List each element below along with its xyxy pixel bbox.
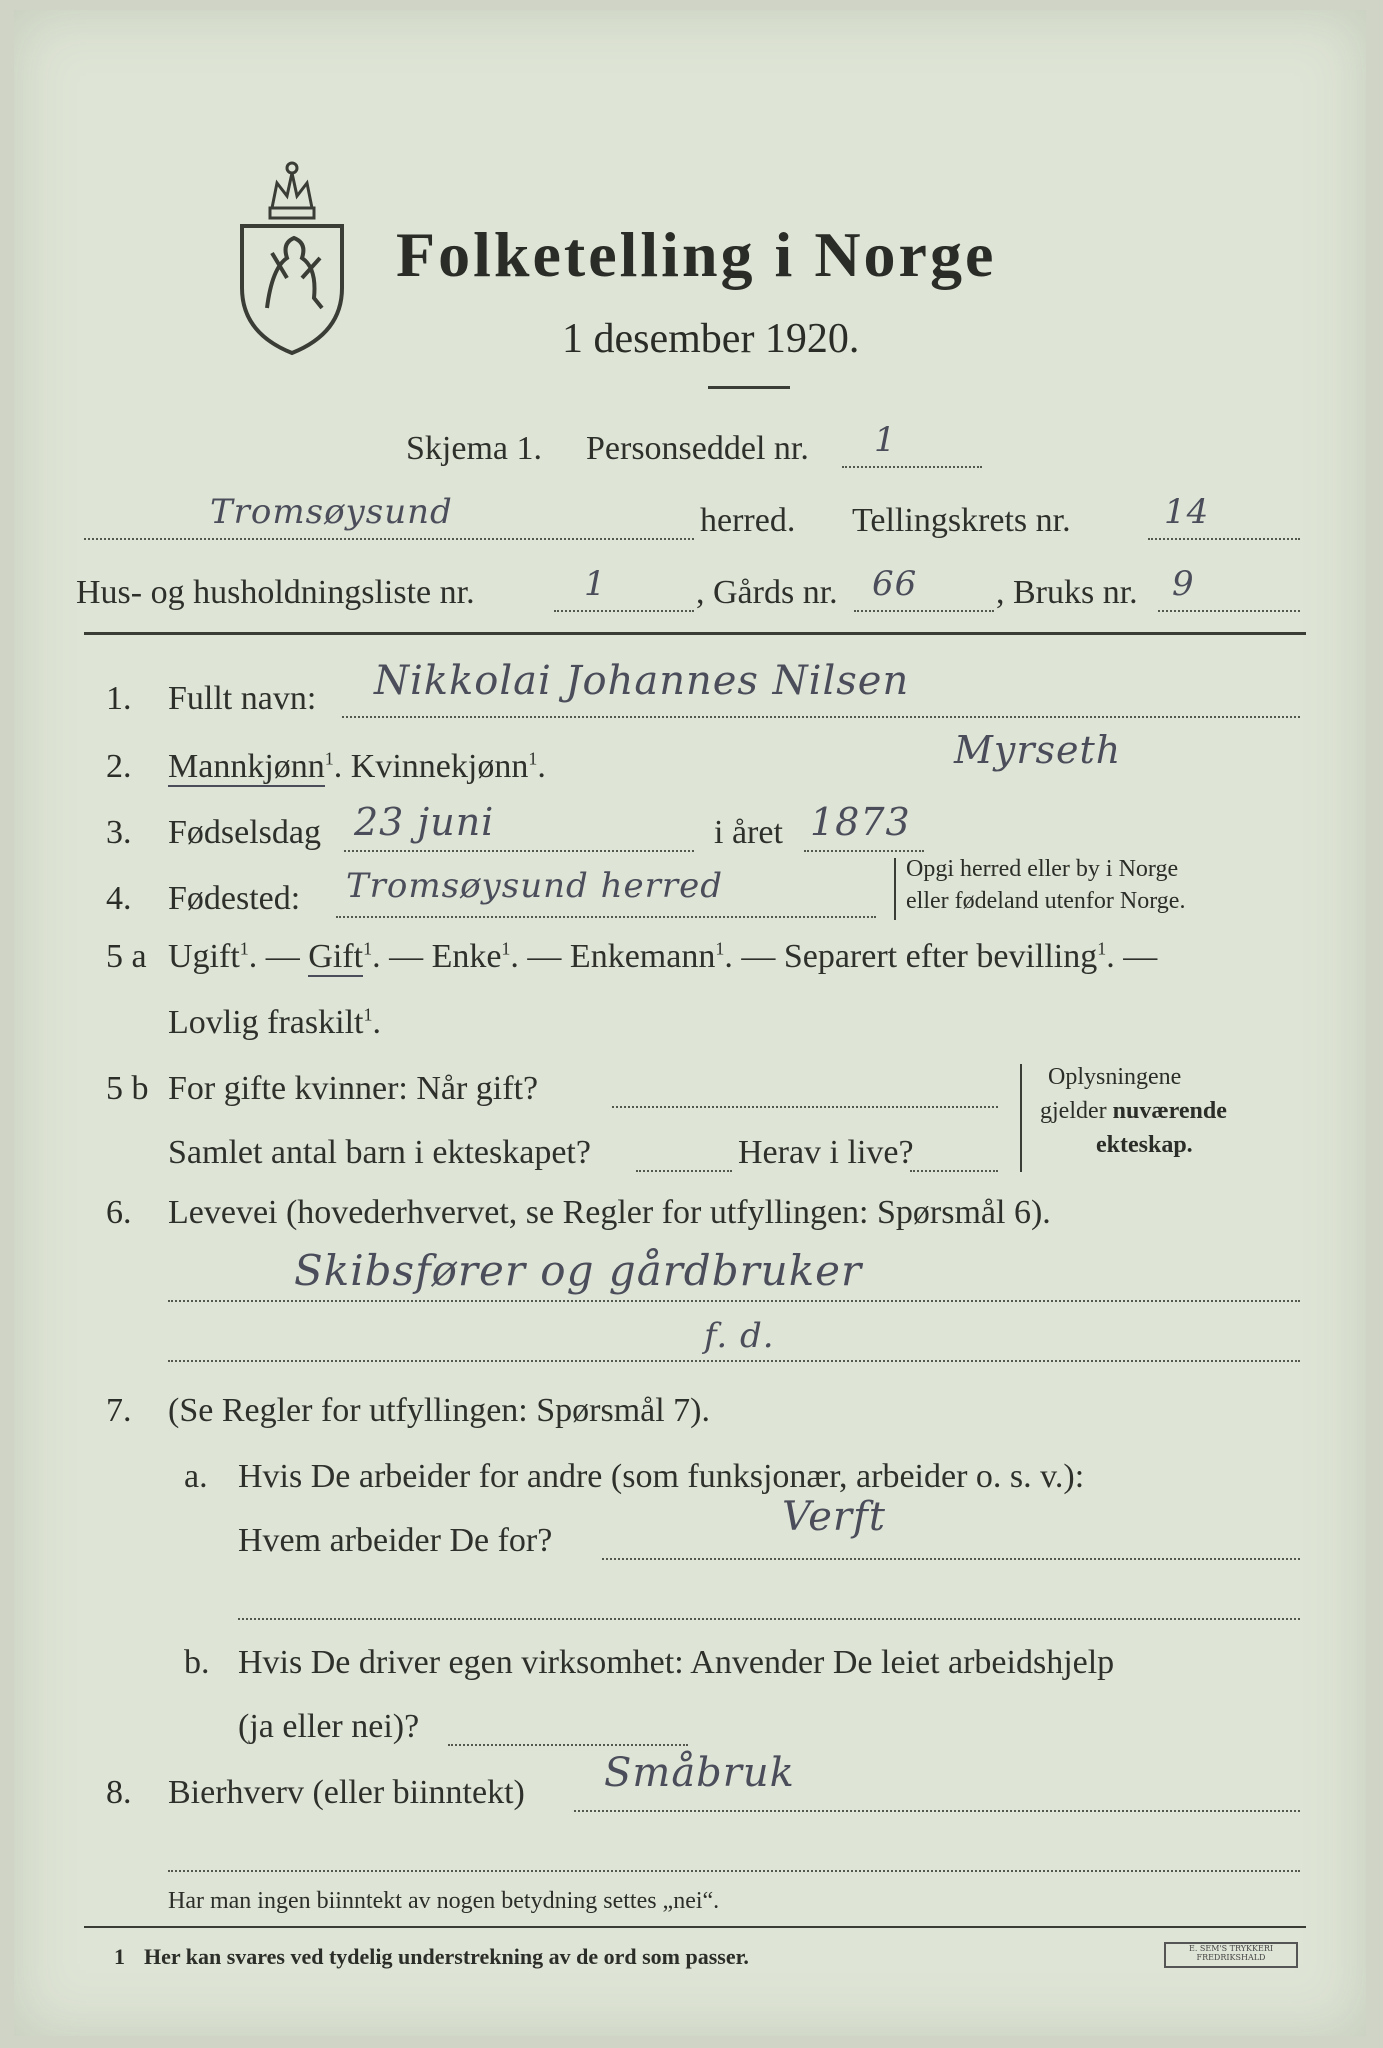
footer-divider [84, 1926, 1306, 1928]
schema-label: Skjema 1. [406, 430, 542, 467]
birth-year-value: 1873 [810, 800, 911, 844]
married-option: Gift [308, 938, 364, 975]
husholdningsliste-value: 1 [584, 564, 607, 604]
title-divider [708, 386, 790, 389]
self-employed-question-label: Hvis De driver egen virksomhet: Anvender De leiet arbeidshjelp [238, 1644, 1115, 1681]
full-name-value: Nikkolai Johannes Nilsen [374, 658, 910, 704]
female-option: Kvinnekjønn [350, 748, 529, 785]
section-divider [84, 632, 1306, 635]
tellingskrets-label: Tellingskrets nr. [852, 502, 1071, 539]
employer-label: Hvem arbeider De for? [238, 1522, 553, 1559]
bruks-label: , Bruks nr. [996, 574, 1138, 611]
occupation-value-continued: f. d. [704, 1316, 775, 1356]
norwegian-coat-of-arms-icon [232, 158, 352, 358]
occupation-label: Levevei (hovederhvervet, se Regler for utfyllingen: Spørsmål 6). [168, 1194, 1051, 1231]
birthday-label: Fødselsdag [168, 814, 321, 851]
birthplace-note-2: eller fødeland utenfor Norge. [906, 888, 1186, 914]
children-count-label: Samlet antal barn i ekteskapet? [168, 1134, 591, 1171]
census-date: 1 desember 1920. [562, 316, 860, 362]
no-income-note: Har man ingen biinntekt av nogen betydning settes „nei“. [168, 1888, 720, 1914]
census-form-page: Folketelling i Norge 1 desember 1920. Skjema 1. Personseddel nr. 1 Tromsøysund herred. Tellingskrets nr. 14 Hus- og husholdningsliste nr. 1 , Gårds nr. 66 , Bruks nr. 9 1. Fullt navn: Nikkolai Johannes Nilsen Myrseth 2. Mannkjønn$^1$. Kvinnekjønn$^1$. 3. Fødselsdag 23 juni i året 1873 4. Fødested: Tromsøysund herred Opgi herred eller by i Norge eller fødeland utenfor Norge. 5 a Ugift$^1$. — Gift$^1$. — Enke$^1$. — Enkemann$^1$. — Separert efter bevilling$^1$. — Lovlig fraskilt$^1$. 5 b For gifte kvinner: Når gift? Samlet antal barn i ekteskapet? Herav i live? Oplysningene gjelder nuværende ekteskap. 6. Levevei (hovederhvervet, se Regler for utfyllingen: Spørsmål 6). Skibsfører og gårdbruker f. d. 7. (Se Regler for utfyllingen: Spørsmål 7). a. Hvis De arbeider for andre (som funksjonær, arbeider o. s. v.): Hvem arbeider De for? Verft b. Hvis De driver egen virksomhet: Anvender De leiet arbeidshjelp (ja eller nei)? 8. Bierhverv (eller biinntekt) Småbruk Har man ingen biinntekt av nogen betydning settes „nei“. 1 Her kan svares ved tydelig understrekning av de ord som passer. E. SEM'S TRYKKERI FREDRIKSHALD [14, 10, 1366, 2036]
q7-label: (Se Regler for utfyllingen: Spørsmål 7). [168, 1392, 711, 1429]
husholdningsliste-label: Hus- og husholdningsliste nr. [76, 574, 475, 611]
birthplace-label: Fødested: [168, 880, 301, 917]
footnote-mark: 1 [114, 1944, 125, 1969]
employer-value: Verft [782, 1494, 886, 1540]
sex-options: Mannkjønn$^1$. Kvinnekjønn$^1$. [168, 748, 546, 785]
full-name-value-continued: Myrseth [954, 728, 1122, 772]
marriage-note-3: ekteskap. [1096, 1132, 1193, 1158]
tellingskrets-value: 14 [1164, 492, 1210, 532]
marriage-note-2: gjelder nuværende [1040, 1098, 1227, 1124]
birthplace-value: Tromsøysund herred [346, 866, 723, 906]
birth-year-label: i året [714, 814, 783, 851]
marriage-note-1: Oplysningene [1048, 1064, 1182, 1090]
birthplace-note-1: Opgi herred eller by i Norge [906, 856, 1179, 882]
printer-stamp: E. SEM'S TRYKKERI FREDRIKSHALD [1164, 1942, 1298, 1968]
when-married-label: For gifte kvinner: Når gift? [168, 1070, 539, 1107]
full-name-label: Fullt navn: [168, 680, 317, 717]
herred-label: herred. [700, 502, 796, 539]
form-title: Folketelling i Norge [396, 219, 997, 290]
bruks-value: 9 [1172, 564, 1195, 604]
hired-help-label: (ja eller nei)? [238, 1708, 420, 1745]
occupation-value: Skibsfører og gårdbruker [294, 1246, 863, 1295]
footnote: Her kan svares ved tydelig understrekning av de ord som passer. [144, 1944, 749, 1969]
side-income-value: Småbruk [604, 1750, 795, 1796]
divorced-option: Lovlig fraskilt$^1$. [168, 1004, 381, 1041]
male-option: Mannkjønn [168, 748, 325, 785]
herred-value: Tromsøysund [210, 492, 453, 532]
marital-status-options: Ugift$^1$. — Gift$^1$. — Enke$^1$. — Enkemann$^1$. — Separert efter bevilling$^1$. — [168, 938, 1158, 975]
personseddel-label: Personseddel nr. [586, 430, 809, 467]
children-alive-label: Herav i live? [738, 1134, 914, 1171]
side-income-label: Bierhverv (eller biinntekt) [168, 1774, 525, 1811]
gards-label: , Gårds nr. [696, 574, 838, 611]
birthday-value: 23 juni [354, 800, 495, 844]
personseddel-value: 1 [874, 420, 897, 460]
employed-question-label: Hvis De arbeider for andre (som funksjonær, arbeider o. s. v.): [238, 1458, 1085, 1495]
gards-value: 66 [872, 564, 918, 604]
